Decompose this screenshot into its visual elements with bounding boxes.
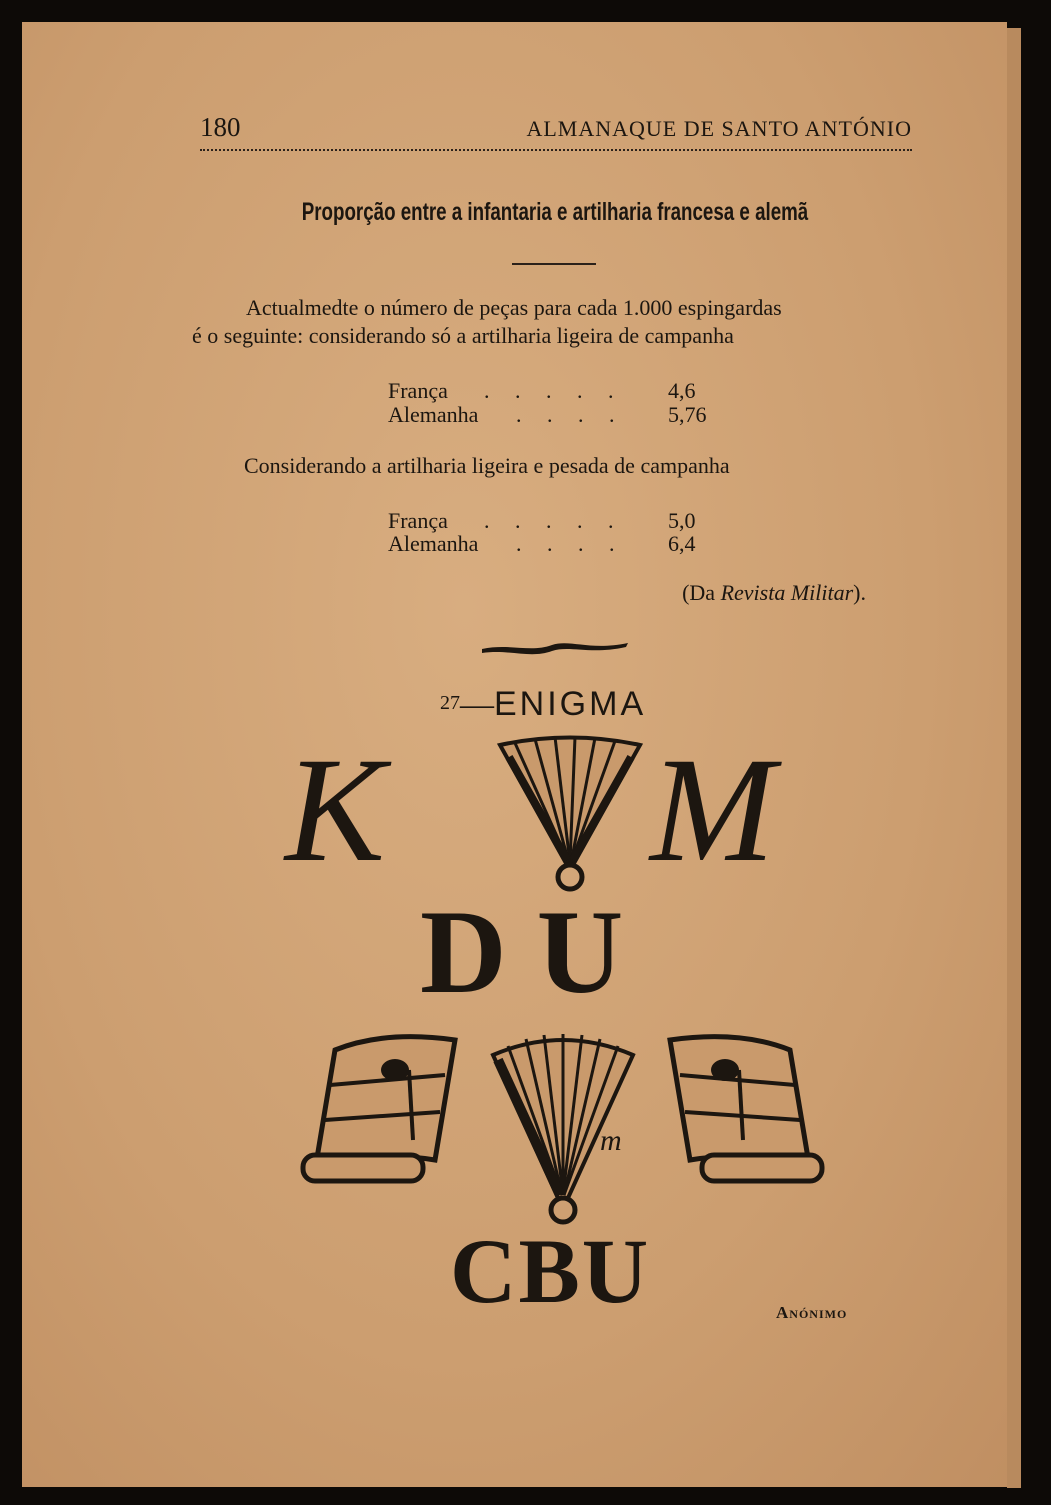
country-name: França: [388, 508, 448, 533]
country-name: Alemanha: [388, 402, 479, 427]
page-number: 180: [200, 112, 241, 142]
music-scroll-left-icon: [295, 1030, 470, 1190]
country-name: Alemanha: [388, 531, 479, 556]
dot-leader: . . . .: [516, 402, 625, 427]
running-title: ALMANAQUE DE SANTO ANTÓNIO: [526, 116, 912, 141]
ornate-letter-m: M: [650, 727, 775, 893]
ornament-divider: [480, 635, 630, 659]
enigma-number: 27: [440, 692, 460, 714]
source-suffix: ).: [853, 580, 866, 605]
music-scroll-right-icon: [655, 1030, 830, 1190]
author-signature: Anónimo: [776, 1303, 848, 1322]
ratio-value: 5,76: [668, 402, 707, 427]
ratio-value: 6,4: [668, 531, 696, 556]
intro-line-2: é o seguinte: considerando só a artilharia ligeira de campanha: [192, 323, 734, 348]
bottom-letters: CBU: [450, 1220, 651, 1322]
source-citation: [600, 580, 866, 606]
ornate-letter-k: K: [285, 727, 386, 893]
source-title: Revista Militar: [720, 580, 854, 605]
dot-leader: . . . .: [516, 531, 625, 556]
middle-letters: DU: [420, 885, 654, 1018]
ratio-value: 5,0: [668, 508, 696, 533]
ratio-value: 4,6: [668, 378, 696, 403]
header-rule: [200, 149, 912, 151]
facing-page-edge: [1007, 28, 1021, 1488]
source-prefix: (Da: [682, 580, 721, 605]
enigma-dash: —: [460, 686, 494, 723]
dot-leader: . . . . .: [484, 508, 624, 533]
intro-line-1: Actualmedte o número de peças para cada 1.000 espingardas: [246, 295, 782, 320]
middle-line: Considerando a artilharia ligeira e pesada de campanha: [244, 453, 730, 478]
enigma-title: [440, 685, 700, 724]
country-name: França: [388, 378, 448, 403]
dot-leader: . . . . .: [484, 378, 624, 403]
article-title: Proporção entre a infantaria e artilharia francesa e alemã: [301, 198, 809, 226]
fan-bottom-icon: [488, 1030, 638, 1225]
page-header: [200, 112, 912, 148]
title-rule: [512, 263, 596, 265]
fan-top-icon: [495, 735, 645, 895]
enigma-word: ENIGMA: [494, 685, 647, 723]
fan-small-letter: m: [600, 1124, 622, 1157]
